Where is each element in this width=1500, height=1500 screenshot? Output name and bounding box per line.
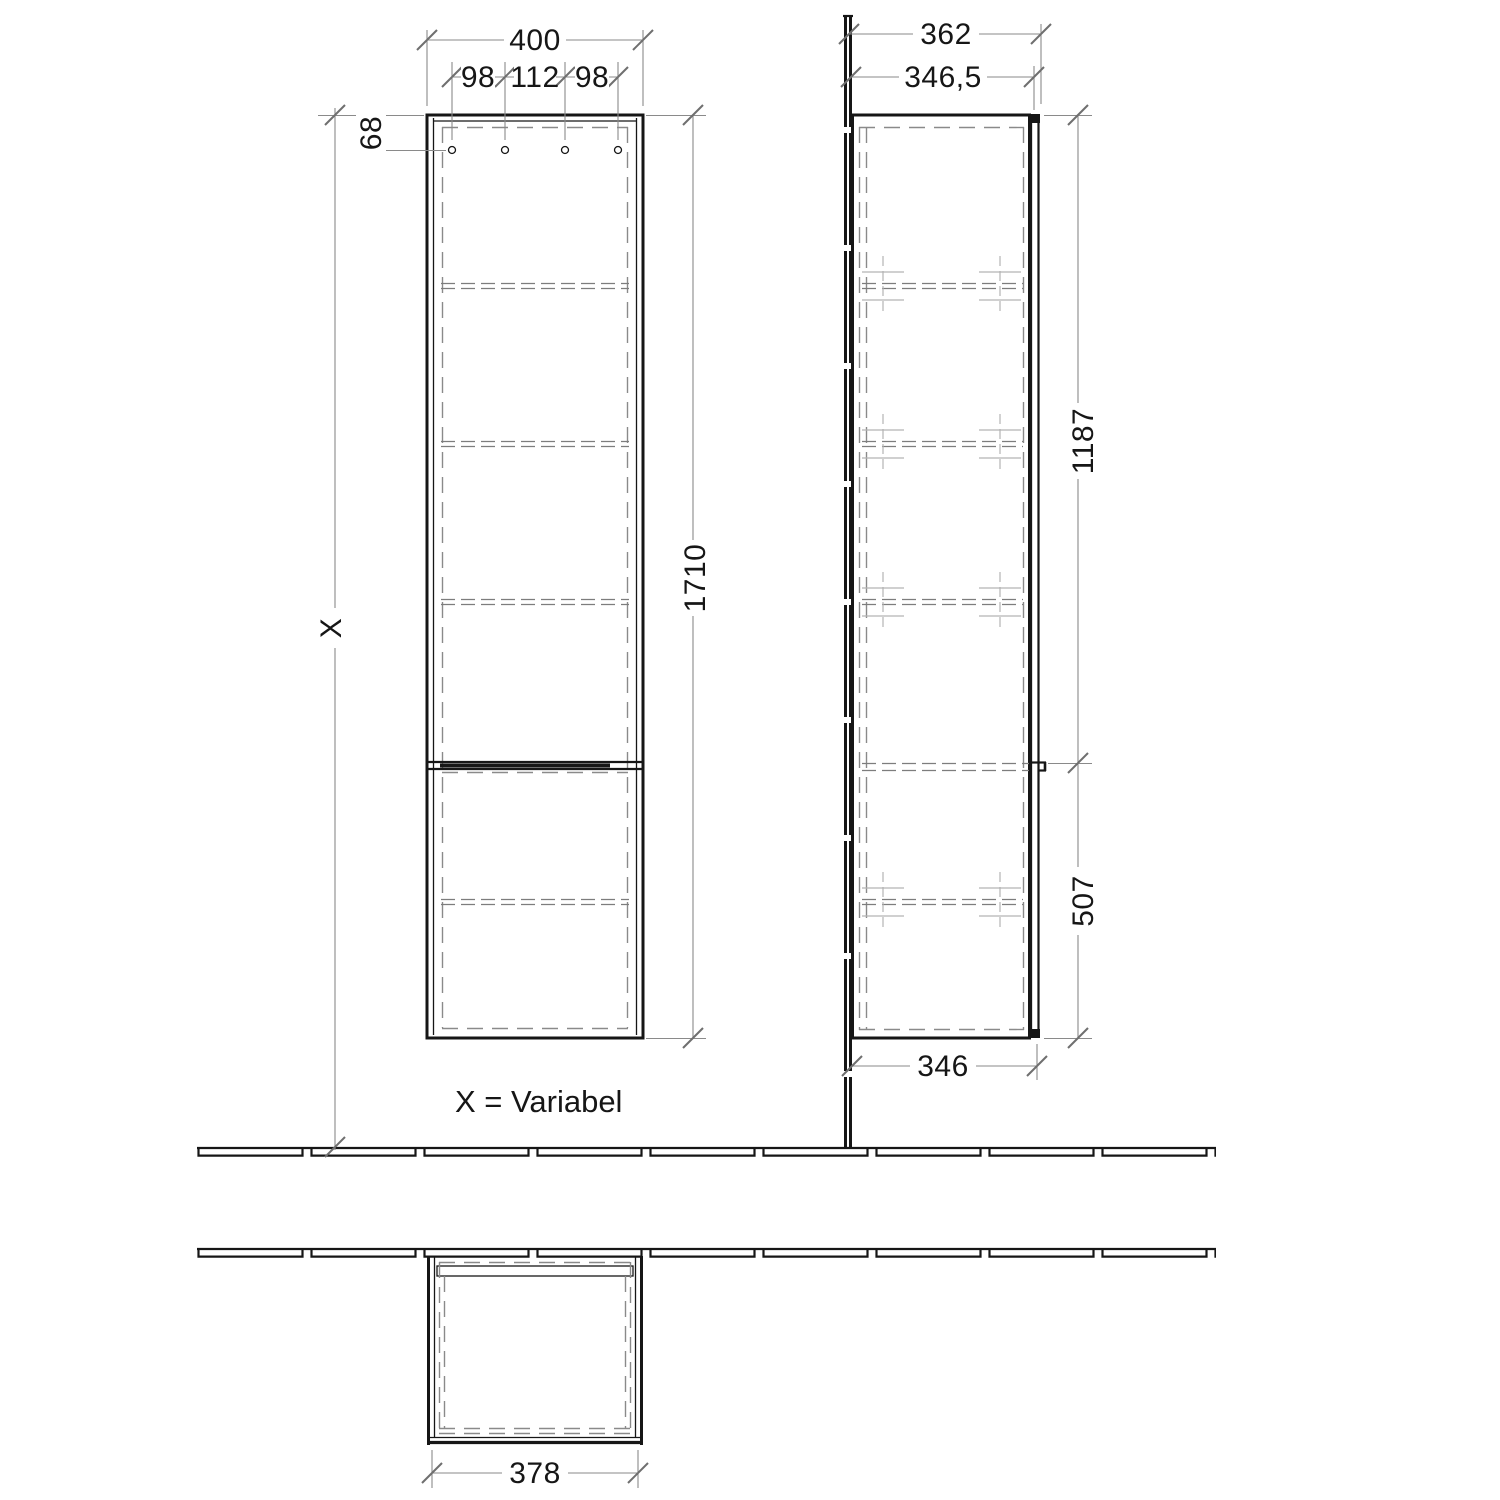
dim-hole-center: 112 xyxy=(510,61,560,94)
floor-line-upper xyxy=(197,1147,1216,1158)
dim-bottom-depth: 346 xyxy=(917,1050,969,1083)
floor-line-lower xyxy=(197,1248,1216,1259)
dim-hole-left: 98 xyxy=(460,61,496,94)
mounting-holes xyxy=(449,147,622,154)
dim-lower-height: 507 xyxy=(1067,875,1100,927)
side-shelves xyxy=(862,284,1029,905)
variable-height-note: X = Variabel xyxy=(455,1084,623,1119)
dim-body-depth: 346,5 xyxy=(904,61,982,94)
side-view xyxy=(843,15,1046,1147)
dim-hole-right: 98 xyxy=(574,61,610,94)
door-handle-front xyxy=(440,764,610,768)
dim-floor-distance: X xyxy=(315,617,348,639)
top-view xyxy=(427,1256,643,1445)
hanging-rail xyxy=(437,1266,633,1276)
dimension-labels xyxy=(315,18,1100,1490)
dim-overall-depth: 362 xyxy=(920,18,972,51)
front-shelves xyxy=(441,284,629,905)
front-view xyxy=(427,115,643,1038)
shelf-pin-markers xyxy=(862,256,1021,932)
dim-upper-height: 1187 xyxy=(1067,407,1100,475)
dim-height: 1710 xyxy=(679,543,712,613)
dim-overall-width: 400 xyxy=(509,24,561,57)
door-split-handle xyxy=(428,762,642,773)
dim-front-width: 378 xyxy=(509,1457,561,1490)
dim-top-to-hole: 68 xyxy=(355,115,388,151)
